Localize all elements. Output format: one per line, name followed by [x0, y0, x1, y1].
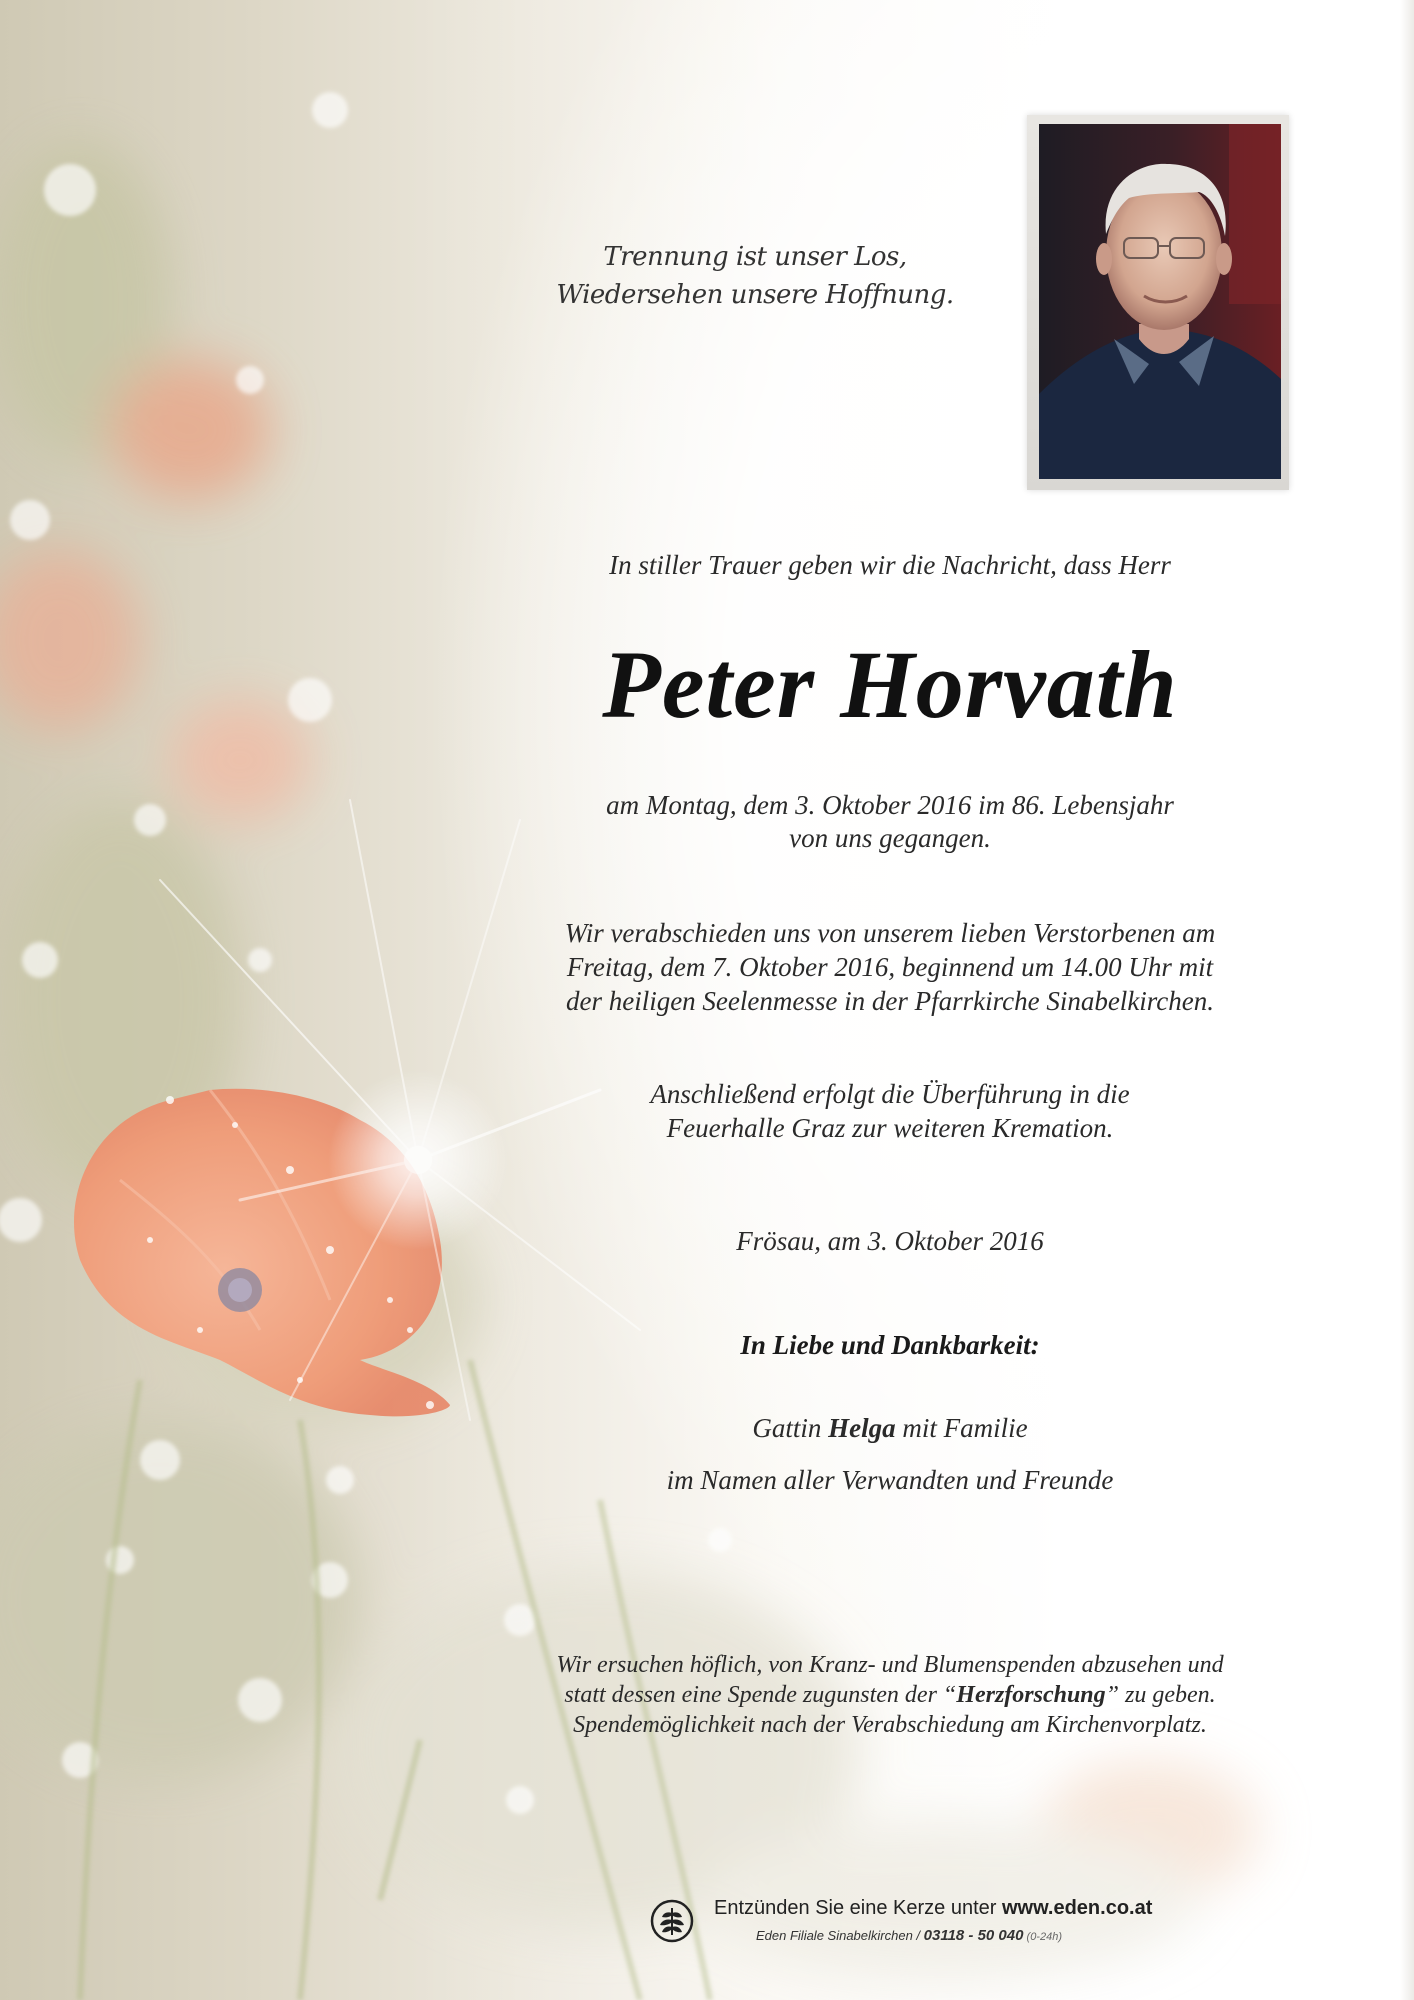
page-edge [1400, 0, 1414, 2000]
widow-name: Helga [828, 1413, 896, 1443]
motto-line-1: Trennung ist unser Los, [603, 242, 907, 272]
donation-note [470, 1650, 1310, 1740]
portrait-photo [1039, 124, 1281, 479]
mourners-heading: In Liebe und Dankbarkeit: [740, 1330, 1040, 1360]
death-line-2: von uns gegangen. [789, 823, 991, 853]
announcement-intro: In stiller Trauer geben wir die Nachricht, dass Herr [609, 550, 1171, 580]
motto-line-2: Wiedersehen unsere Hoffnung. [556, 280, 954, 310]
footer [650, 1893, 1210, 1953]
mourners-line-2: im Namen aller Verwandten und Freunde [666, 1465, 1114, 1495]
mourners-line-1-pre: Gattin [752, 1413, 829, 1443]
donation-line-2-pre: statt dessen eine Spende zugunsten der “ [564, 1682, 957, 1708]
place-date: Frösau, am 3. Oktober 2016 [736, 1226, 1044, 1256]
donation-line-2-post: ” zu geben. [1105, 1682, 1216, 1708]
cremation-line-1: Anschließend erfolgt die Überführung in die [650, 1079, 1130, 1109]
deceased-name: Peter Horvath [602, 631, 1178, 738]
service-hours: (0-24h) [1023, 1931, 1062, 1943]
death-info [520, 789, 1260, 855]
donation-line-3: Spendemöglichkeit nach der Verabschiedung am Kirchenvorplatz. [573, 1712, 1207, 1738]
mourners-line-1 [520, 1410, 1260, 1446]
death-line-1: am Montag, dem 3. Oktober 2016 im 86. Lebensjahr [606, 790, 1174, 820]
ceremony-line-2: Freitag, dem 7. Oktober 2016, beginnend um 14.00 Uhr mit [566, 952, 1214, 982]
motto [555, 238, 955, 314]
portrait-frame [1027, 115, 1289, 490]
donation-line-2 [470, 1680, 1310, 1710]
phone-number: 03118 - 50 040 [923, 1927, 1024, 1944]
donation-line-1: Wir ersuchen höflich, von Kranz- und Blumenspenden abzusehen und [556, 1652, 1224, 1678]
branch-name: Eden Filiale Sinabelkirchen / [756, 1928, 924, 1943]
cremation-info [520, 1077, 1260, 1145]
website-link[interactable]: www.eden.co.at [1001, 1897, 1153, 1919]
eden-leaf-icon [650, 1899, 694, 1943]
ceremony-info [490, 916, 1290, 1018]
donation-cause: Herzforschung [956, 1682, 1106, 1708]
mourners-line-1-post: mit Familie [895, 1413, 1028, 1443]
cremation-line-2: Feuerhalle Graz zur weiteren Kremation. [666, 1113, 1114, 1143]
ceremony-line-3: der heiligen Seelenmesse in der Pfarrkirche Sinabelkirchen. [565, 986, 1215, 1016]
candle-line [714, 1897, 1152, 1920]
branch-line [756, 1927, 1062, 1944]
candle-text: Entzünden Sie eine Kerze unter [714, 1897, 1002, 1919]
ceremony-line-1: Wir verabschieden uns von unserem lieben Verstorbenen am [564, 918, 1216, 948]
